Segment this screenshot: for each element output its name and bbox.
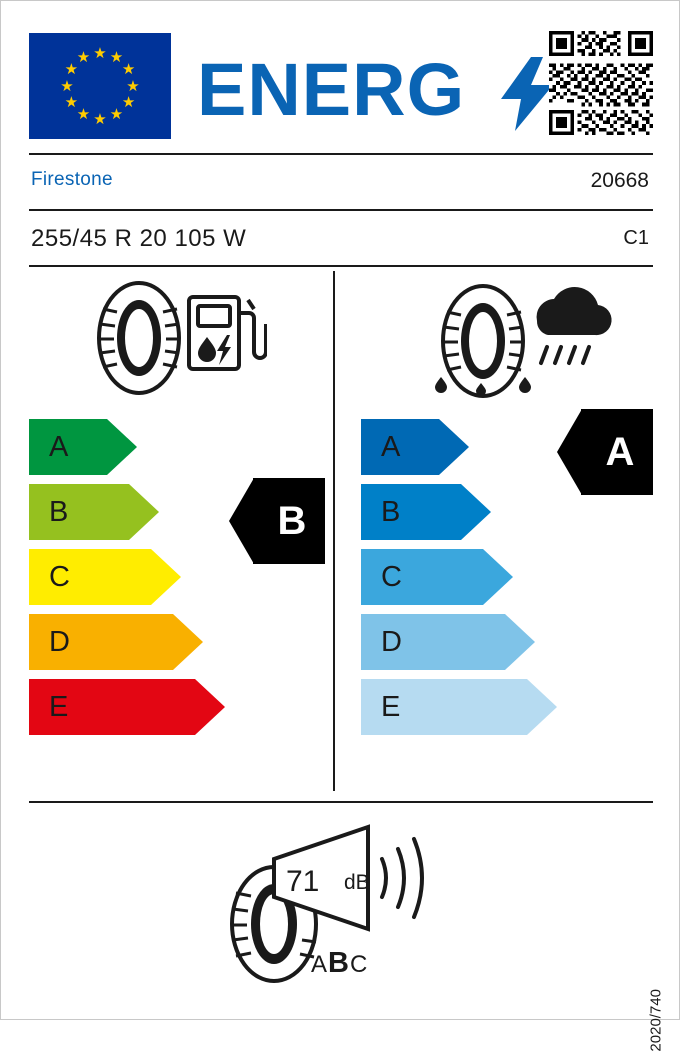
wet-result-letter: A [605, 430, 635, 474]
rain-cloud-tyre-icon [425, 279, 615, 399]
noise-value: 71 [286, 865, 320, 898]
noise-class-c: C [349, 951, 369, 978]
divider-3 [29, 265, 653, 267]
fuel-grade-label-c: C [49, 561, 70, 593]
label-header [29, 31, 653, 141]
tyre-brand: Firestone [31, 169, 113, 190]
wet-grip-result [557, 409, 653, 495]
divider-4 [29, 801, 653, 803]
date-code: 2020/740 [648, 989, 665, 1052]
lightning-bolt-icon [501, 57, 553, 131]
noise-class-scale [311, 947, 368, 980]
eu-star-icon: ★ [76, 48, 91, 66]
tyre-class-code: C1 [623, 227, 649, 249]
wet-grade-label-b: B [381, 496, 401, 528]
divider-1 [29, 153, 653, 155]
fuel-grade-label-b: B [49, 496, 69, 528]
divider-vertical [333, 271, 335, 791]
fuel-efficiency-result [229, 478, 325, 564]
eu-star-icon: ★ [76, 106, 91, 124]
eu-star-icon: ★ [109, 106, 124, 124]
eu-star-icon: ★ [93, 110, 107, 128]
divider-2 [29, 209, 653, 211]
noise-section [216, 819, 466, 994]
tyre-size: 255/45 R 20 105 W [31, 225, 247, 252]
eu-star-icon: ★ [121, 61, 136, 78]
wet-grade-label-e: E [381, 691, 401, 723]
fuel-grade-label-a: A [49, 431, 69, 463]
fuel-pump-tyre-icon [87, 279, 267, 397]
eu-star-icon: ★ [126, 77, 140, 95]
eu-star-icon: ★ [64, 94, 79, 111]
eu-star-icon: ★ [121, 94, 136, 111]
wet-grade-label-c: C [381, 561, 402, 593]
eu-star-icon: ★ [64, 61, 79, 78]
fuel-result-letter: B [277, 499, 307, 543]
fuel-grade-label-e: E [49, 691, 69, 723]
page-title: ENERG [197, 48, 466, 131]
noise-class-b: B [328, 947, 350, 979]
noise-class-a: A [311, 951, 329, 978]
noise-unit: dB [344, 871, 370, 894]
eu-flag-icon [29, 33, 171, 139]
eu-star-icon: ★ [93, 44, 107, 62]
qr-code-icon [549, 31, 653, 135]
eu-star-icon: ★ [109, 48, 124, 66]
wet-grade-label-d: D [381, 626, 402, 658]
eu-star-icon: ★ [60, 77, 74, 95]
fuel-grade-label-d: D [49, 626, 70, 658]
tyre-model-code: 20668 [590, 169, 649, 192]
wet-grade-label-a: A [381, 431, 401, 463]
